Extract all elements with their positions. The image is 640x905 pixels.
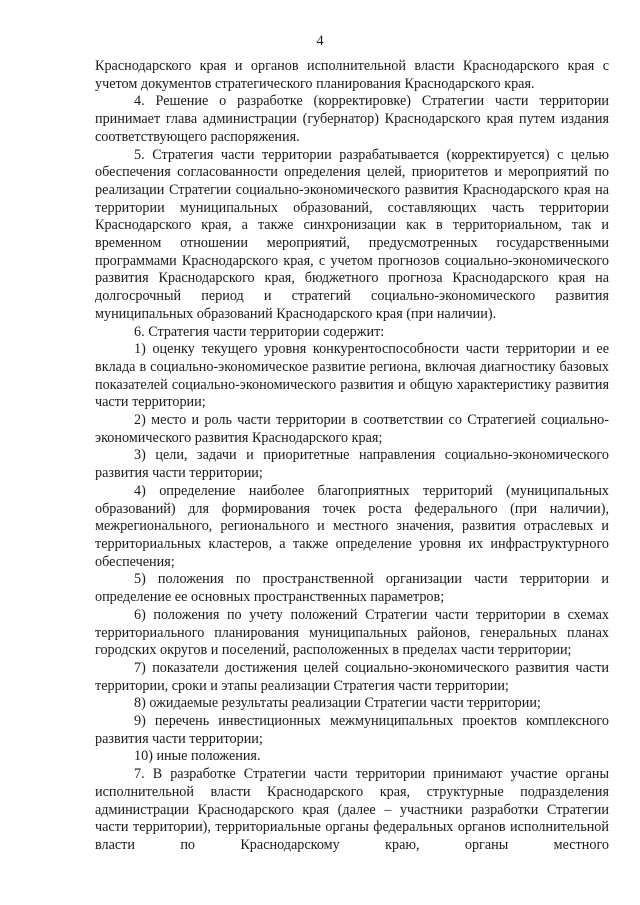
list-item-8: 8) ожидаемые результаты реализации Стратегии части территории; xyxy=(134,695,541,712)
paragraph-item-7: 7. В разработке Стратегии части территории принимают участие органы исполнительной власти Краснодарского края, структурные подразделения администрации Краснодарского края (далее – участники разработки Стратегии части территории), территориальные органы федеральных органов исполнительной власти по Краснодарскому краю, органы местного xyxy=(95,766,609,853)
paragraph-item-4: 4. Решение о разработке (корректировке) Стратегии части территории принимает глава администрации (губернатор) Краснодарского края путем издания соответствующего распоряжения. xyxy=(95,93,609,145)
list-item-5: 5) положения по пространственной организации части территории и определение ее основных пространственных параметров; xyxy=(95,571,609,606)
paragraph-item-5: 5. Стратегия части территории разрабатывается (корректируется) с целью обеспечения согласованности определения целей, приоритетов и мероприятий по реализации Стратегии социально-экономического развития Краснодарского края на территории муниципальных образований, составляющих часть территории Краснодарского края, а также синхронизации как в территориальном, так и временном отношении мероприятий, предусмотренных государственными программами Краснодарского края, с учетом прогнозов социально-экономического развития Краснодарского края, бюджетного прогноза Краснодарского края на долгосрочный период и стратегий социально-экономического развития муниципальных образований Краснодарского края (при наличии). xyxy=(95,146,609,322)
page-number: 4 xyxy=(316,33,324,49)
list-item-4: 4) определение наиболее благоприятных территорий (муниципальных образований) для формирования точек роста федерального (при наличии), межрегионального, регионального и местного значения, развития отраслевых и территориальных кластеров, а также определение уровня их инфраструктурного обеспечения; xyxy=(95,482,609,570)
list-item-1: 1) оценку текущего уровня конкурентоспособности части территории и ее вклада в социально-экономическое развитие региона, включая диагностику базовых показателей социально-экономического развития и общую характеристику развития части территории; xyxy=(95,341,609,411)
list-item-2: 2) место и роль части территории в соответствии со Стратегией социально-экономического развития Краснодарского края; xyxy=(95,412,609,446)
list-item-10: 10) иные положения. xyxy=(134,748,261,765)
list-item-3: 3) цели, задачи и приоритетные направления социально-экономического развития части территории; xyxy=(95,447,609,482)
list-item-7: 7) показатели достижения целей социально-экономического развития части территории, сроки и этапы реализации Стратегия части территории; xyxy=(95,659,609,694)
paragraph-continuation: Краснодарского края и органов исполнительной власти Краснодарского края с учетом документов стратегического планирования Краснодарского края. xyxy=(95,58,609,92)
document-body xyxy=(95,58,609,855)
list-item-6: 6) положения по учету положений Стратегии части территории в схемах территориального планирования муниципальных районов, генеральных планах городских округов и поселений, расположенных в пределах части территории; xyxy=(95,606,609,659)
list-item-9: 9) перечень инвестиционных межмуниципальных проектов комплексного развития части территории; xyxy=(95,713,609,747)
paragraph-item-6: 6. Стратегия части территории содержит: xyxy=(134,323,385,340)
